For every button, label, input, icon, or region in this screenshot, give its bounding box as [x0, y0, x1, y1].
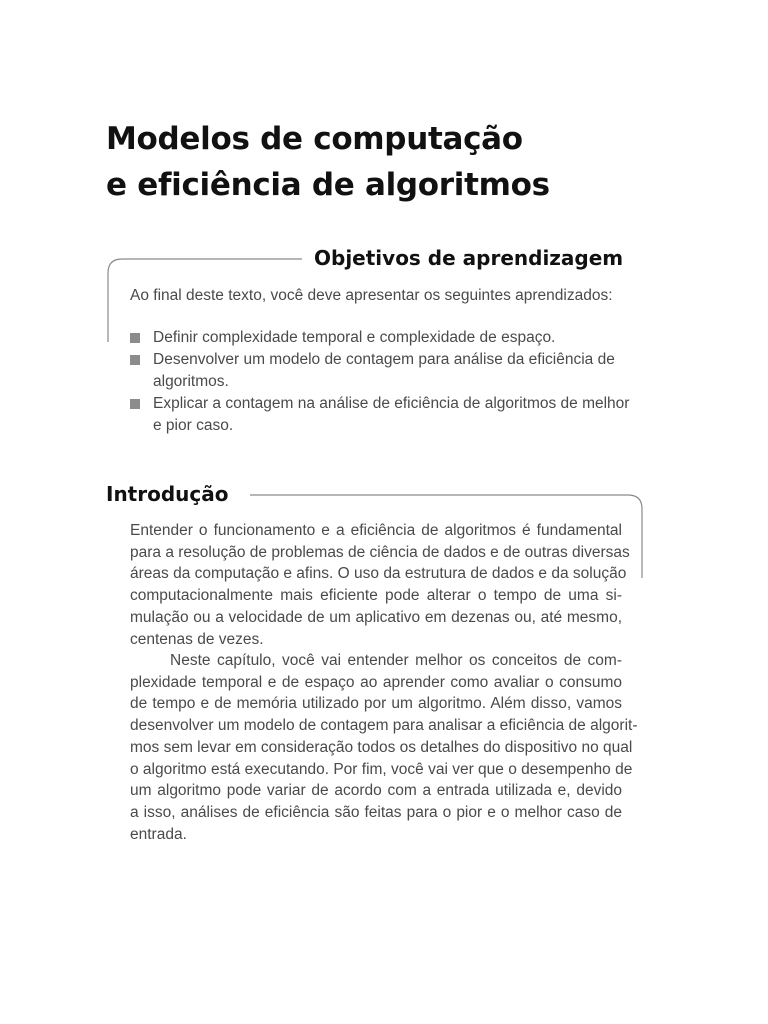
- paragraph-2-line: mos sem levar em consideração todos os detalhes do dispositivo no qual: [130, 738, 633, 756]
- paragraph-1-line: computacionalmente mais eficiente pode alterar o tempo de uma si-: [130, 587, 622, 605]
- objectives-list: [130, 327, 630, 437]
- objective-item-2: [130, 349, 630, 393]
- paragraph-2-line: um algoritmo pode variar de acordo com a entrada utilizada e, devido: [130, 782, 622, 800]
- paragraph-2-line: a isso, análises de eficiência são feitas para o pior e o melhor caso de: [130, 803, 622, 821]
- paragraph-2-line: de tempo e de memória utilizado por um algoritmo. Além disso, vamos: [130, 695, 622, 713]
- objectives-intro: Ao final deste texto, você deve apresentar os seguintes aprendizados:: [130, 287, 613, 304]
- objective-item-1-text: Definir complexidade temporal e complexidade de espaço.: [153, 329, 556, 346]
- square-bullet-icon: [130, 333, 140, 343]
- introduction-paragraph-2: [130, 650, 638, 845]
- paragraph-2-line: o algoritmo está executando. Por fim, você vai ver que o desempenho de: [130, 760, 633, 778]
- square-bullet-icon: [130, 399, 140, 409]
- objective-item-2-line-1: Desenvolver um modelo de contagem para análise da eficiência de: [153, 351, 615, 368]
- chapter-title-line-1: Modelos de computação: [106, 121, 523, 157]
- objective-item-3-line-1: Explicar a contagem na análise de eficiência de algoritmos de melhor: [153, 395, 630, 412]
- introduction-paragraph-1: [130, 520, 630, 650]
- paragraph-2-line: plexidade temporal e de espaço ao aprender como avaliar o consumo: [130, 673, 622, 691]
- introduction-heading: Introdução: [106, 482, 229, 506]
- objectives-heading: Objetivos de aprendizagem: [314, 246, 624, 270]
- paragraph-1-line: para a resolução de problemas de ciência de dados e de outras diversas: [130, 543, 630, 561]
- paragraph-1-line: Entender o funcionamento e a eficiência de algoritmos é fundamental: [130, 522, 622, 539]
- paragraph-2-line: Neste capítulo, você vai entender melhor os conceitos de com-: [170, 652, 622, 669]
- paragraph-1-line: mulação ou a velocidade de um aplicativo em dezenas ou, até mesmo,: [130, 608, 622, 626]
- paragraph-1-line: áreas da computação e afins. O uso da estrutura de dados e da solução: [130, 565, 627, 583]
- chapter-title-line-2: e eficiência de algoritmos: [106, 167, 550, 203]
- objective-item-3-line-2: e pior caso.: [153, 417, 234, 434]
- square-bullet-icon: [130, 355, 140, 365]
- objective-item-2-line-2: algoritmos.: [153, 373, 229, 390]
- paragraph-2-line: desenvolver um modelo de contagem para analisar a eficiência de algorit-: [130, 717, 638, 735]
- objective-item-3: [130, 393, 630, 437]
- paragraph-2-line: entrada.: [130, 825, 187, 843]
- paragraph-1-line: centenas de vezes.: [130, 630, 264, 648]
- objective-item-1: [130, 327, 630, 349]
